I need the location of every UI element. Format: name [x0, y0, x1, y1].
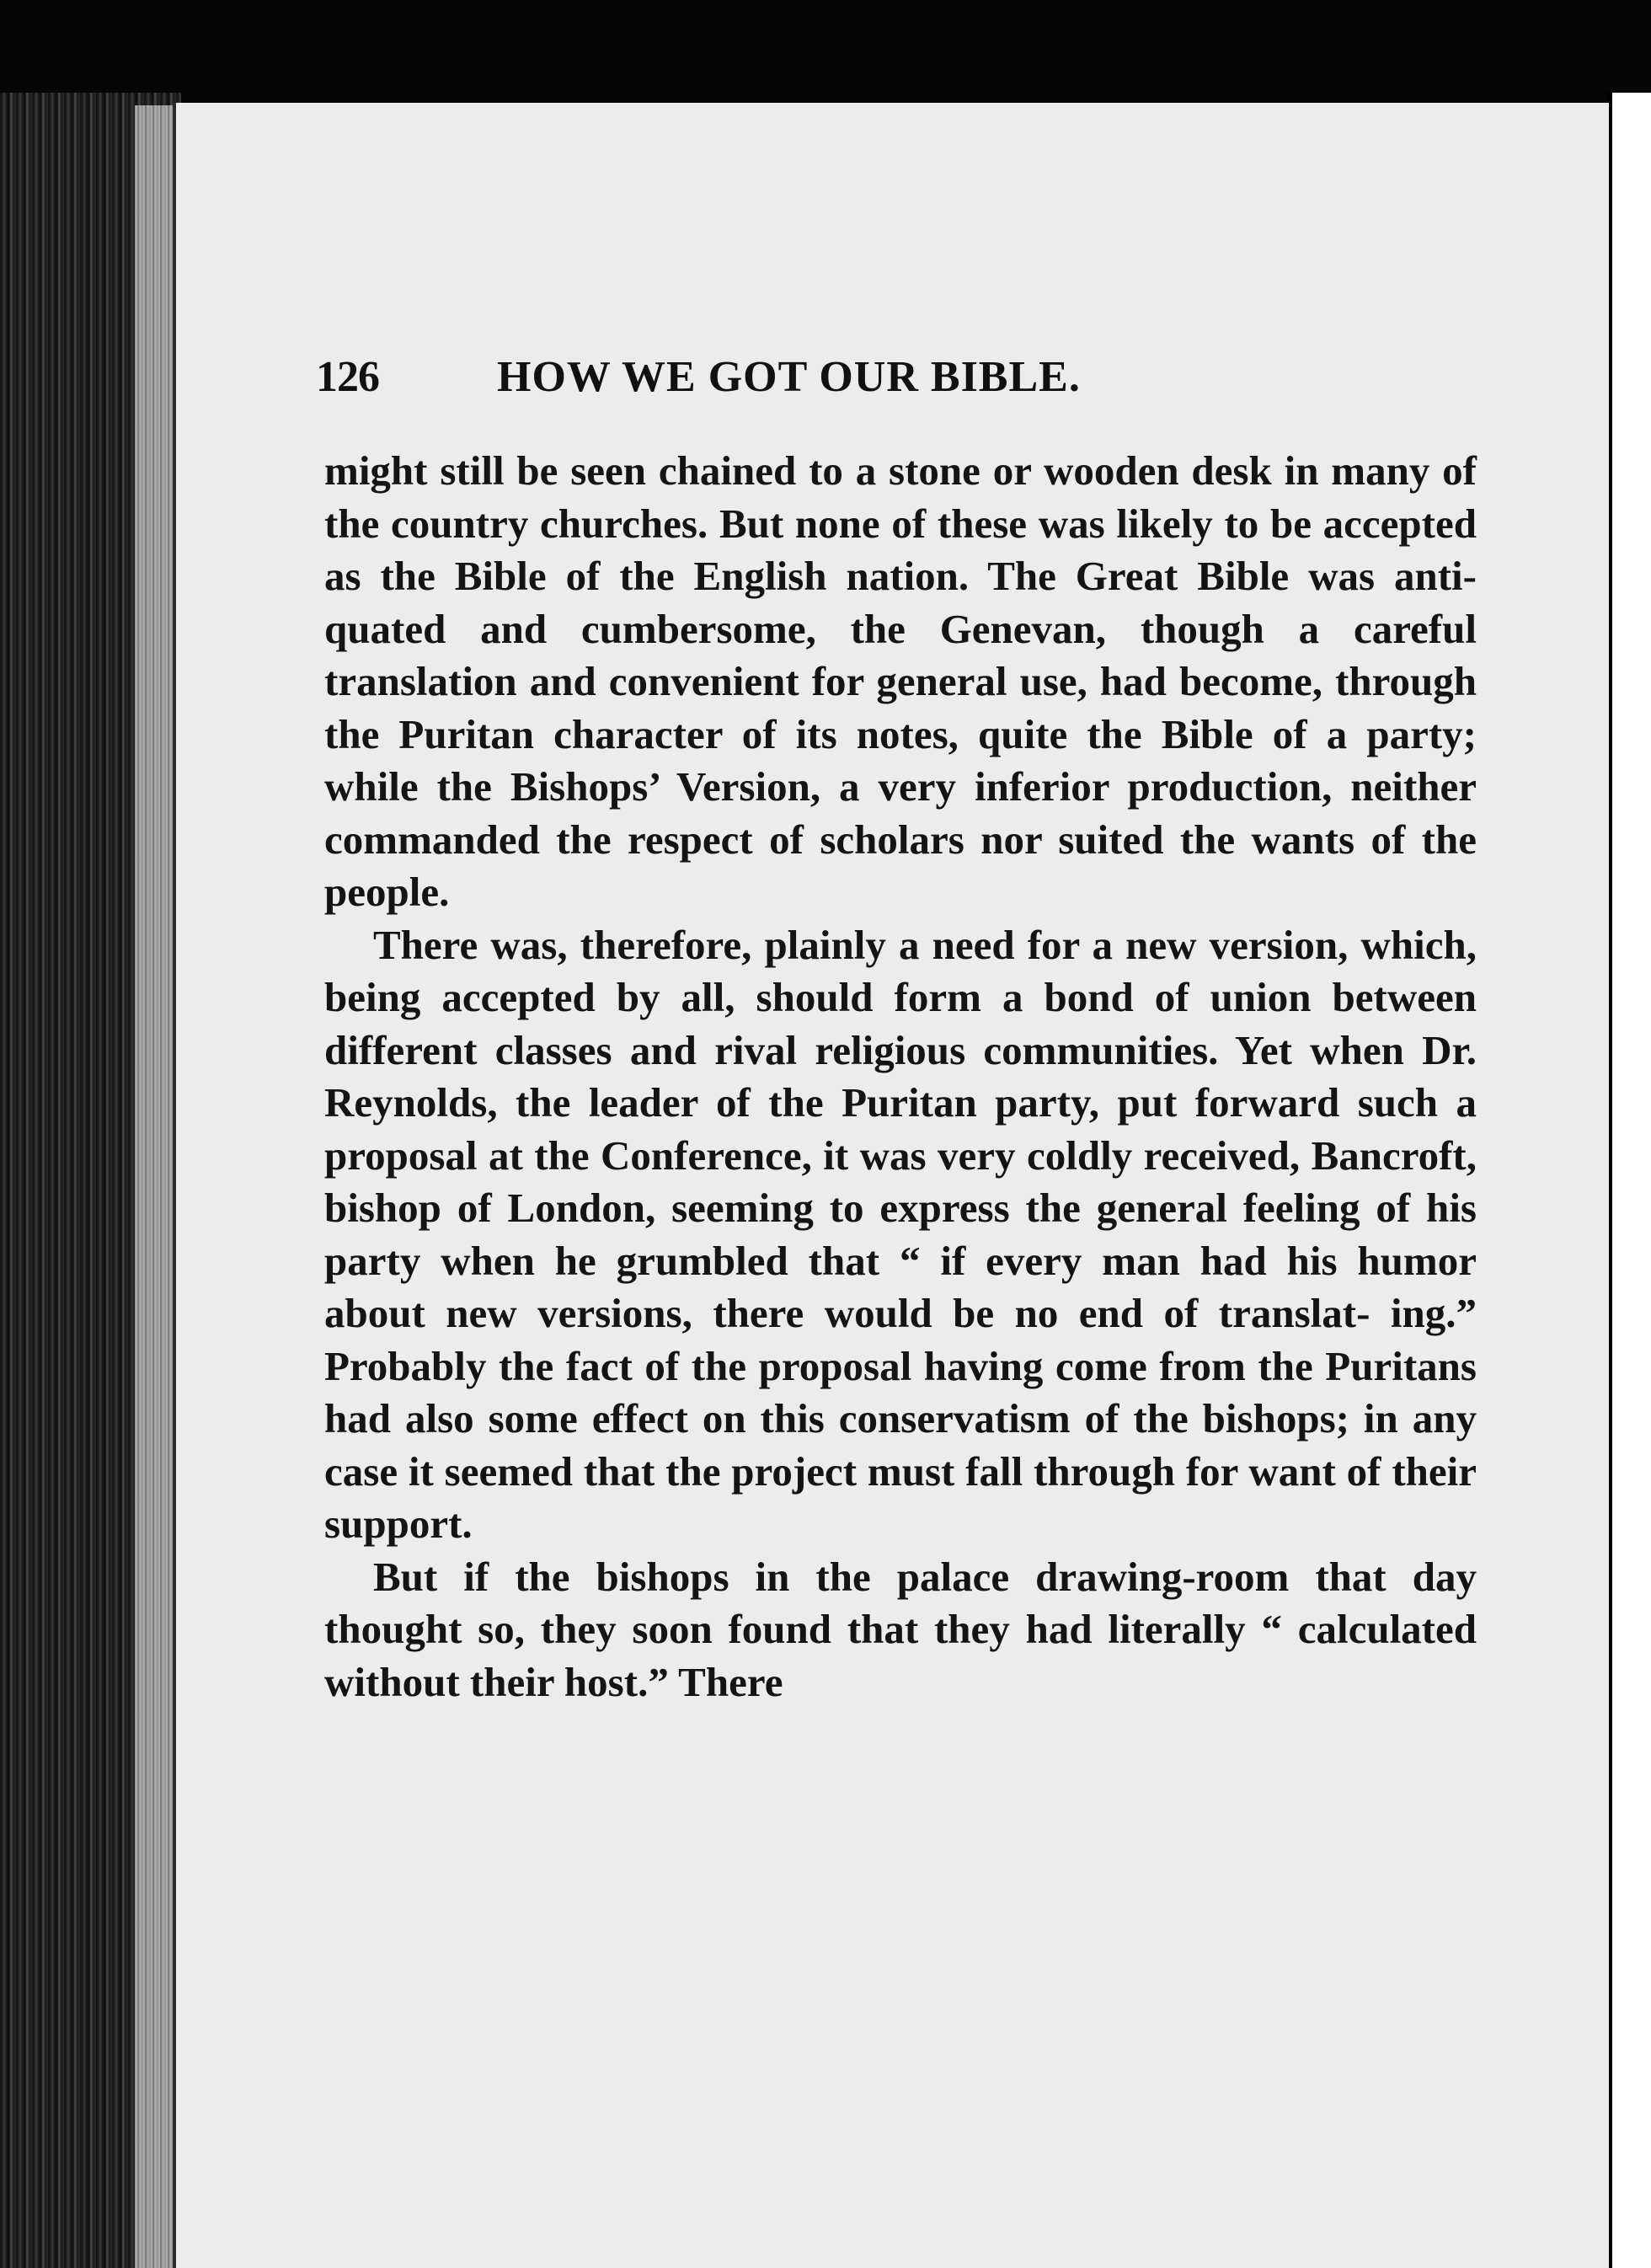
running-head: HOW WE GOT OUR BIBLE. — [497, 353, 1081, 401]
book-page-edges — [135, 105, 173, 2268]
scan-top-border — [0, 0, 1651, 105]
paragraph-3: But if the bishops in the palace drawing-room that day thought so, they soon found that they had literally “ calculated without their host.” There — [324, 1553, 1477, 1705]
page-header — [316, 352, 1445, 411]
paragraph-2: There was, therefore, plainly a need for a new version, which, being accepted by all, should form a bond of union between different classes and rival religious communities. Yet when Dr. Reynolds, the leader of the Puritan party, put forward such a proposal at the Conference, it was very coldly received, Bancroft, bishop of London, seeming to express the general feeling of his party when he grumbled that “ if every man had his humor about new versions, there would be no end of translat- ing.” Probably the fact of the proposal having come from the Puritans had also some effect on this conservatism of the bishops; in any case it seemed that the project must fall through for want of their support. — [324, 921, 1477, 1547]
page-number: 126 — [316, 353, 379, 401]
body-text — [324, 445, 1477, 1709]
scan-right-border — [1607, 93, 1651, 2268]
paragraph-1: might still be seen chained to a stone or wooden desk in many of the country churches. But none of these was likely to be accepted as the Bible of the English nation. The Great Bible was anti- quated and cumbersome, the Genevan, though a careful translation and convenient for general use, had become, through the Puritan character of its notes, quite the Bible of a party; while the Bishops’ Version, a very inferior production, neither commanded the respect of scholars nor suited the wants of the people. — [324, 447, 1477, 915]
